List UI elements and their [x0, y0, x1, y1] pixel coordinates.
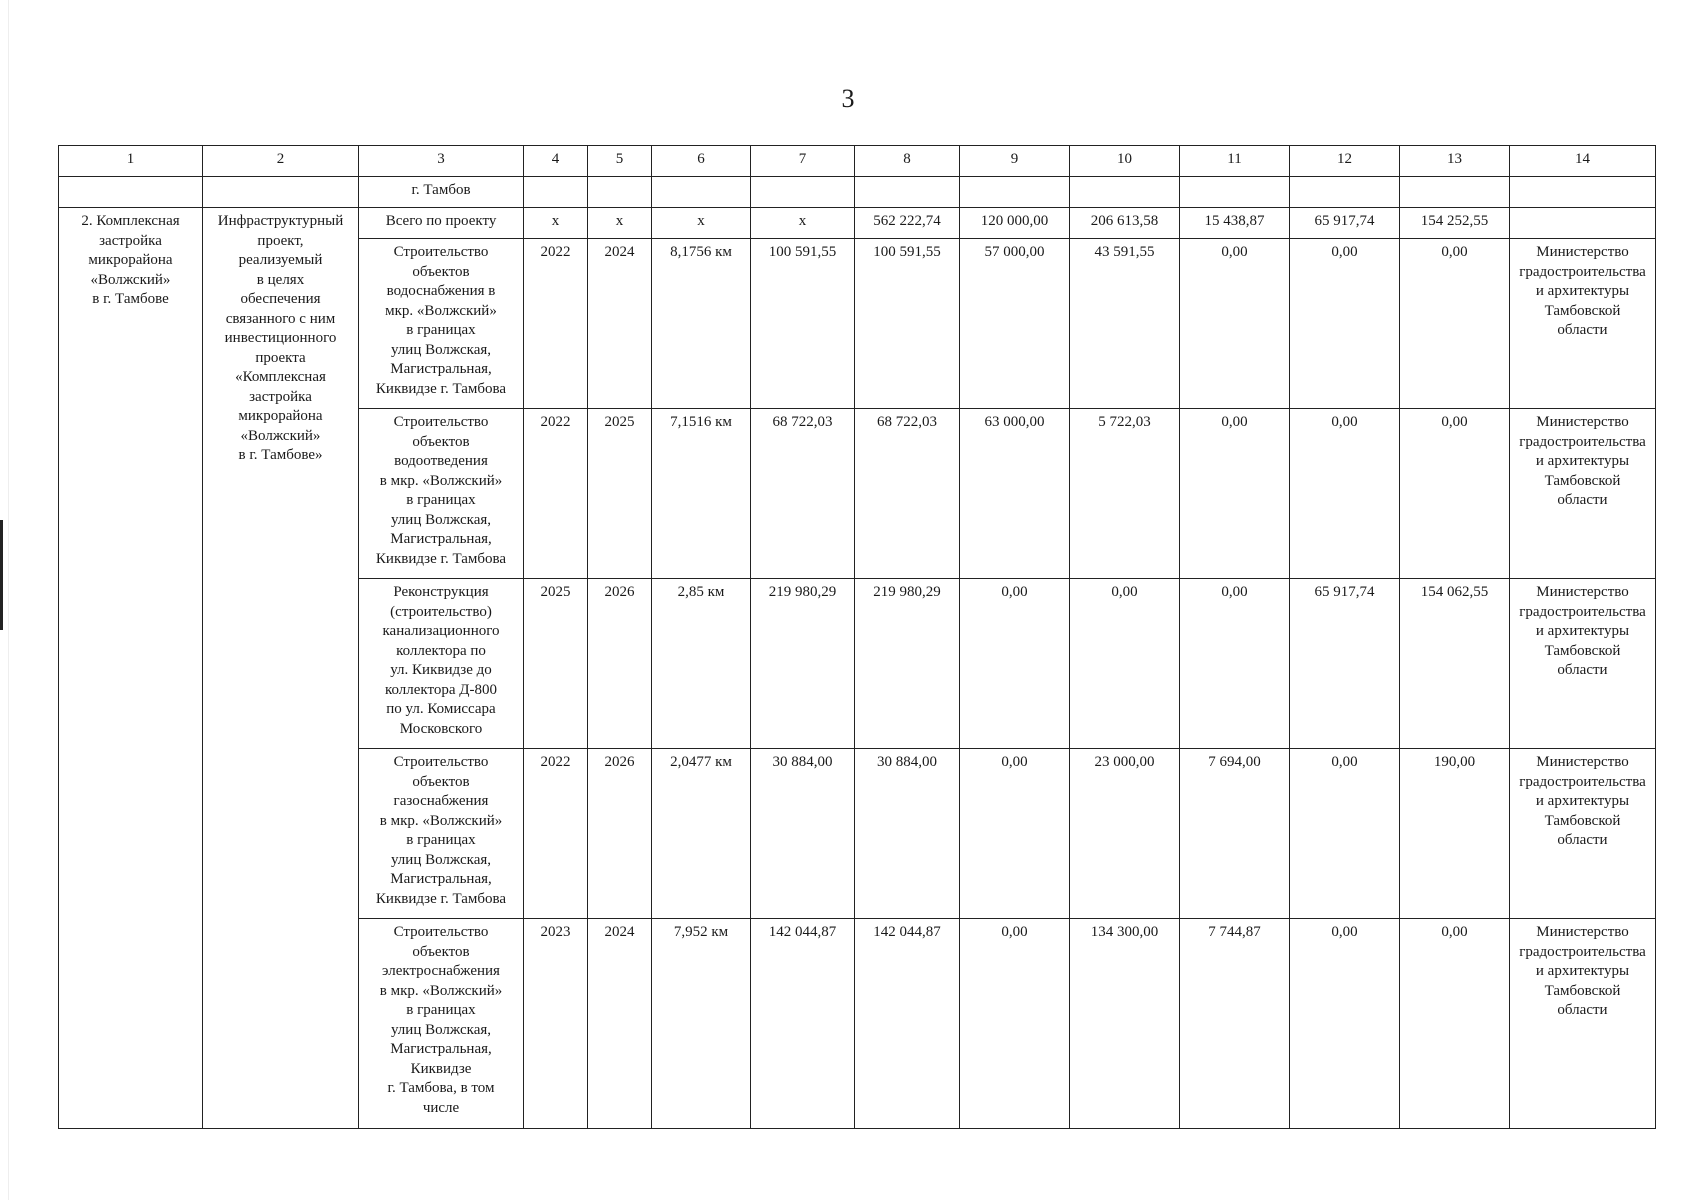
- column-number: 3: [359, 146, 524, 177]
- capacity-cell: 7,952 км: [652, 919, 751, 1129]
- amount-cell: 63 000,00: [960, 409, 1070, 579]
- start-year-cell: 2025: [524, 579, 588, 749]
- amount-cell: 134 300,00: [1070, 919, 1180, 1129]
- amount-cell: 0,00: [1400, 409, 1510, 579]
- amount-cell: 0,00: [1290, 409, 1400, 579]
- empty-cell: [203, 177, 359, 208]
- capacity-cell: 8,1756 км: [652, 239, 751, 409]
- empty-cell: [1400, 177, 1510, 208]
- empty-cell: [652, 177, 751, 208]
- empty-cell: [1510, 177, 1656, 208]
- empty-cell: [1070, 177, 1180, 208]
- amount-cell: 0,00: [960, 579, 1070, 749]
- column-number: 2: [203, 146, 359, 177]
- column-number: 12: [1290, 146, 1400, 177]
- column-number: 5: [588, 146, 652, 177]
- responsible-cell: Министерство градостроительства и архитектуры Тамбовской области: [1510, 239, 1656, 409]
- amount-cell: 0,00: [1070, 579, 1180, 749]
- amount-cell: 0,00: [1290, 239, 1400, 409]
- object-cell: Реконструкция (строительство) канализационного коллектора по ул. Киквидзе до коллектора Д-800 по ул. Комиссара Московского: [359, 579, 524, 749]
- amount-cell: 65 917,74: [1290, 579, 1400, 749]
- total-cell: 206 613,58: [1070, 208, 1180, 239]
- capacity-cell: 2,0477 км: [652, 749, 751, 919]
- total-cell: [1510, 208, 1656, 239]
- end-year-cell: 2025: [588, 409, 652, 579]
- cost-cell: 100 591,55: [751, 239, 855, 409]
- total-cell: 142 044,87: [855, 919, 960, 1129]
- total-cell: 68 722,03: [855, 409, 960, 579]
- city-row: [59, 177, 1656, 208]
- amount-cell: 190,00: [1400, 749, 1510, 919]
- cost-cell: 68 722,03: [751, 409, 855, 579]
- object-cell: Строительство объектов газоснабжения в мкр. «Волжский» в границах улиц Волжская, Магистральная, Киквидзе г. Тамбова: [359, 749, 524, 919]
- empty-cell: [59, 177, 203, 208]
- responsible-cell: Министерство градостроительства и архитектуры Тамбовской области: [1510, 579, 1656, 749]
- empty-cell: [751, 177, 855, 208]
- amount-cell: 43 591,55: [1070, 239, 1180, 409]
- column-number: 14: [1510, 146, 1656, 177]
- object-cell: Строительство объектов водоснабжения в мкр. «Волжский» в границах улиц Волжская, Магистральная, Киквидзе г. Тамбова: [359, 239, 524, 409]
- cost-cell: 219 980,29: [751, 579, 855, 749]
- city-cell: г. Тамбов: [359, 177, 524, 208]
- column-number: 8: [855, 146, 960, 177]
- start-year-cell: 2022: [524, 409, 588, 579]
- amount-cell: 23 000,00: [1070, 749, 1180, 919]
- amount-cell: 154 062,55: [1400, 579, 1510, 749]
- capacity-cell: 7,1516 км: [652, 409, 751, 579]
- empty-cell: [1290, 177, 1400, 208]
- empty-cell: [855, 177, 960, 208]
- capacity-cell: 2,85 км: [652, 579, 751, 749]
- total-cell: х: [751, 208, 855, 239]
- amount-cell: 0,00: [1290, 919, 1400, 1129]
- amount-cell: 0,00: [1400, 239, 1510, 409]
- column-number: 9: [960, 146, 1070, 177]
- amount-cell: 5 722,03: [1070, 409, 1180, 579]
- column-number: 6: [652, 146, 751, 177]
- amount-cell: 0,00: [1400, 919, 1510, 1129]
- amount-cell: 7 744,87: [1180, 919, 1290, 1129]
- total-cell: 100 591,55: [855, 239, 960, 409]
- total-cell: х: [588, 208, 652, 239]
- amount-cell: 7 694,00: [1180, 749, 1290, 919]
- total-label: Всего по проекту: [359, 208, 524, 239]
- column-number: 13: [1400, 146, 1510, 177]
- cost-cell: 30 884,00: [751, 749, 855, 919]
- total-cell: 219 980,29: [855, 579, 960, 749]
- column-number: 1: [59, 146, 203, 177]
- responsible-cell: Министерство градостроительства и архитектуры Тамбовской области: [1510, 919, 1656, 1129]
- empty-cell: [588, 177, 652, 208]
- amount-cell: 0,00: [1290, 749, 1400, 919]
- end-year-cell: 2026: [588, 749, 652, 919]
- empty-cell: [960, 177, 1070, 208]
- total-cell: 15 438,87: [1180, 208, 1290, 239]
- total-cell: х: [524, 208, 588, 239]
- column-number: 4: [524, 146, 588, 177]
- start-year-cell: 2022: [524, 239, 588, 409]
- project-name-cell: 2. Комплексная застройка микрорайона «Волжский» в г. Тамбове: [59, 208, 203, 1129]
- amount-cell: 57 000,00: [960, 239, 1070, 409]
- empty-cell: [1180, 177, 1290, 208]
- amount-cell: 0,00: [1180, 239, 1290, 409]
- empty-cell: [524, 177, 588, 208]
- total-cell: х: [652, 208, 751, 239]
- cost-cell: 142 044,87: [751, 919, 855, 1129]
- column-number: 11: [1180, 146, 1290, 177]
- page-number: 3: [841, 84, 856, 113]
- column-number-row: [59, 146, 1656, 177]
- responsible-cell: Министерство градостроительства и архитектуры Тамбовской области: [1510, 749, 1656, 919]
- column-number: 7: [751, 146, 855, 177]
- column-number: 10: [1070, 146, 1180, 177]
- amount-cell: 0,00: [960, 749, 1070, 919]
- responsible-cell: Министерство градостроительства и архитектуры Тамбовской области: [1510, 409, 1656, 579]
- object-cell: Строительство объектов электроснабжения в мкр. «Волжский» в границах улиц Волжская, Магистральная, Киквидзе г. Тамбова, в том числе: [359, 919, 524, 1129]
- start-year-cell: 2023: [524, 919, 588, 1129]
- amount-cell: 0,00: [1180, 579, 1290, 749]
- total-cell: 30 884,00: [855, 749, 960, 919]
- object-cell: Строительство объектов водоотведения в мкр. «Волжский» в границах улиц Волжская, Магистральная, Киквидзе г. Тамбова: [359, 409, 524, 579]
- end-year-cell: 2024: [588, 239, 652, 409]
- project-table: [58, 145, 1656, 1129]
- total-cell: 65 917,74: [1290, 208, 1400, 239]
- end-year-cell: 2026: [588, 579, 652, 749]
- project-type-cell: Инфраструктурный проект, реализуемый в целях обеспечения связанного с ним инвестиционного проекта «Комплексная застройка микрорайона «Волжский» в г. Тамбове»: [203, 208, 359, 1129]
- total-cell: 120 000,00: [960, 208, 1070, 239]
- total-row: [59, 208, 1656, 239]
- end-year-cell: 2024: [588, 919, 652, 1129]
- amount-cell: 0,00: [960, 919, 1070, 1129]
- amount-cell: 0,00: [1180, 409, 1290, 579]
- total-cell: 562 222,74: [855, 208, 960, 239]
- scan-mark: [0, 520, 3, 630]
- start-year-cell: 2022: [524, 749, 588, 919]
- total-cell: 154 252,55: [1400, 208, 1510, 239]
- scan-edge: [8, 0, 9, 1200]
